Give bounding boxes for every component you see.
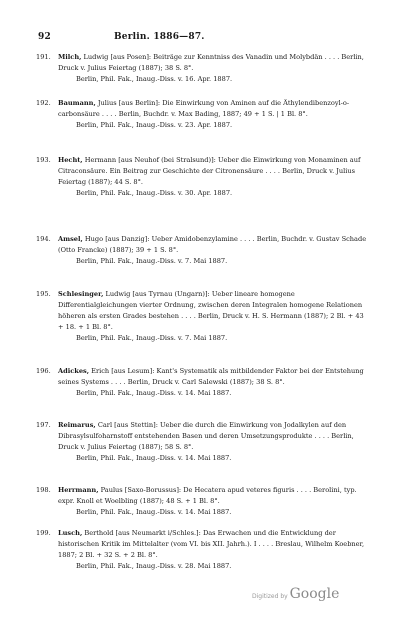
- entry-text: [58, 52, 370, 74]
- entry-number: 195.: [36, 290, 51, 298]
- entry-author: Amsel,: [58, 235, 83, 243]
- entry-author: Reimarus,: [58, 421, 96, 429]
- entry-text: [58, 420, 370, 453]
- entry-author: Lusch,: [58, 529, 83, 537]
- entry-author: Adickes,: [58, 367, 90, 375]
- entry-number: 196.: [36, 367, 51, 375]
- entry-text: [58, 98, 370, 120]
- entry-text: [58, 234, 370, 256]
- entry-number: 191.: [36, 53, 51, 61]
- entry-publication: Berlin, Phil. Fak., Inaug.-Diss. v. 7. Mai 1887.: [76, 334, 228, 342]
- entry-author: Hecht,: [58, 156, 83, 164]
- entry-body: Berthold [aus Neumarkt i/Schles.]: Das Erwachen und die Entwicklung der historischen Kritik im Mittelalter (vom VI. bis XII. Jahrh.). I . . . . Breslau, Wilhelm Koebner, 1887; 2 Bl. + 32 S. + 2 Bl. 8°.: [58, 529, 365, 559]
- entry-publication: Berlin, Phil. Fak., Inaug.-Diss. v. 14. Mai 1887.: [76, 508, 232, 516]
- entry-body: Carl [aus Stettin]: Ueber die durch die Einwirkung von Jodalkylen auf den Dibrasylsulfoharnstoff entstehenden Basen und deren Umsetzungsprodukte . . . . Berlin, Druck v. Julius Feiertag (1887); 58 S. 8°.: [58, 421, 354, 451]
- entry-publication: Berlin, Phil. Fak., Inaug.-Diss. v. 23. Apr. 1887.: [76, 121, 233, 129]
- entry-text: [58, 366, 370, 388]
- entry-body: Ludwig [aus Tyrnau (Ungarn)]: Ueber lineare homogene Differentialgleichungen vierter Ordnung, zwischen deren Integralen homogene Relationen höheren als ersten Grades bestehen . . . . Berlin, Druck v. H. S. Hermann (1887); 2 Bl. + 43 + 18. + 1 Bl. 8°.: [58, 290, 364, 331]
- entry-body: Ludwig [aus Posen]: Beiträge zur Kenntniss des Vanadin und Molybdän . . . . Berlin, Druck v. Julius Feiertag (1887); 38 S. 8°.: [58, 53, 364, 72]
- entry-body: Paulus [Saxo-Borussus]: De Hecatera apud veteres figuris . . . . Berolini, typ. expr. Knoll et Woelbling (1887); 48 S. + 1 Bl. 8°.: [58, 486, 357, 505]
- entry-author: Schlesinger,: [58, 290, 104, 298]
- entry-number: 192.: [36, 99, 51, 107]
- catalog-entry-199: [36, 528, 370, 572]
- catalog-entry-197: [36, 420, 370, 464]
- entry-text: [58, 155, 370, 188]
- catalog-entry-196: [36, 366, 370, 399]
- catalog-entry-193: [36, 155, 370, 199]
- entry-publication: Berlin, Phil. Fak., Inaug.-Diss. v. 14. Mai 1887.: [76, 454, 232, 462]
- entry-body: Erich [aus Lesum]: Kant's Systematik als mitbildender Faktor bei der Entstehung seines Systems . . . . Berlin, Druck v. Carl Salewski (1887); 38 S. 8°.: [58, 367, 364, 386]
- entry-number: 198.: [36, 486, 51, 494]
- entry-author: Herrmann,: [58, 486, 99, 494]
- entry-number: 193.: [36, 156, 51, 164]
- page-number: 92: [38, 32, 51, 42]
- catalog-entry-198: [36, 485, 370, 518]
- running-title: Berlin. 1886—87.: [114, 32, 205, 42]
- entry-publication: Berlin, Phil. Fak., Inaug.-Diss. v. 16. Apr. 1887.: [76, 75, 233, 83]
- digitization-watermark: [252, 586, 339, 602]
- entry-publication: Berlin, Phil. Fak., Inaug.-Diss. v. 30. Apr. 1887.: [76, 189, 233, 197]
- entry-publication: Berlin, Phil. Fak., Inaug.-Diss. v. 7. Mai 1887.: [76, 257, 228, 265]
- catalog-entry-194: [36, 234, 370, 267]
- watermark-prefix: Digitized by: [252, 593, 288, 600]
- entry-body: Julius [aus Berlin]: Die Einwirkung von Aminen auf die Äthylendibenzoyl-o-carbonsäure . . . . Berlin, Buchdr. v. Max Bading, 1887; 49 + 1 S. | 1 Bl. 8°.: [58, 99, 350, 118]
- entry-text: [58, 289, 370, 333]
- catalog-entry-191: [36, 52, 370, 85]
- entry-body: Hermann [aus Neuhof (bei Stralsund)]: Ueber die Einwirkung von Monaminen auf Citraconsäure. Ein Beitrag zur Geschichte der Citronensäure . . . . Berlin, Druck v. Julius Feiertag (1887); 44 S. 8°.: [58, 156, 361, 186]
- entry-number: 199.: [36, 529, 51, 537]
- entry-author: Milch,: [58, 53, 82, 61]
- entry-body: Hugo [aus Danzig]: Ueber Amidobenzylamine . . . . Berlin, Buchdr. v. Gustav Schade (Otto Francke) (1887); 39 + 1 S. 8°.: [58, 235, 367, 254]
- catalog-entry-195: [36, 289, 370, 344]
- google-logo: Google: [289, 586, 340, 602]
- entry-text: [58, 485, 370, 507]
- entry-number: 194.: [36, 235, 51, 243]
- entry-publication: Berlin, Phil. Fak., Inaug.-Diss. v. 14. Mai 1887.: [76, 389, 232, 397]
- entry-number: 197.: [36, 421, 51, 429]
- entry-author: Baumann,: [58, 99, 96, 107]
- entry-text: [58, 528, 370, 561]
- catalog-entry-192: [36, 98, 370, 131]
- entry-publication: Berlin, Phil. Fak., Inaug.-Diss. v. 28. Mai 1887.: [76, 562, 232, 570]
